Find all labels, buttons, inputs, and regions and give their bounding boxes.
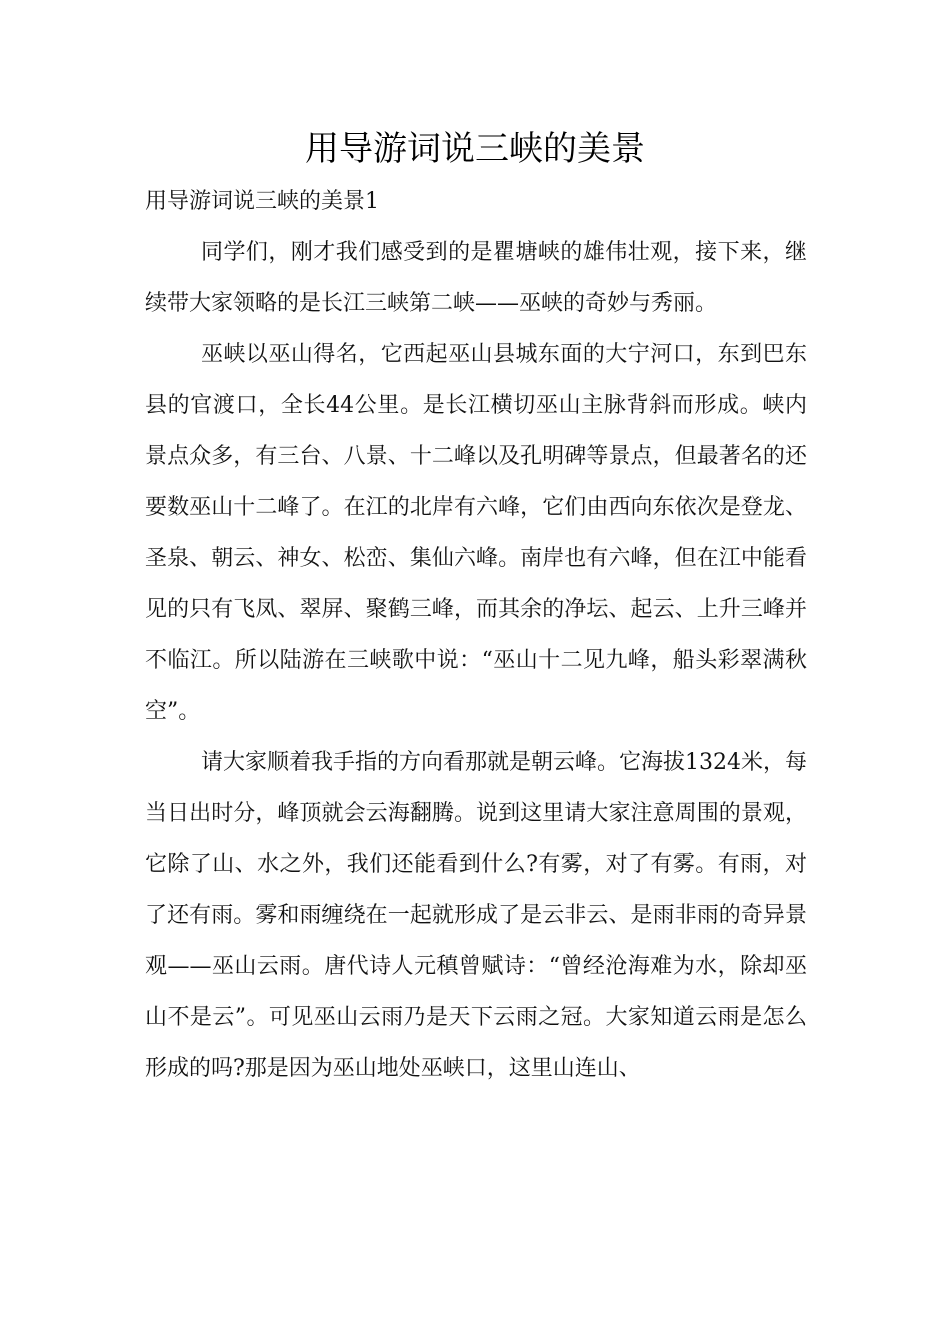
- paragraph-3: 请大家顺着我手指的方向看那就是朝云峰。它海拔1324米，每当日出时分，峰顶就会云海翻腾。说到这里请大家注意周围的景观，它除了山、水之外，我们还能看到什么?有雾，对了有雾。有雨，对了还有雨。雾和雨缠绕在一起就形成了是云非云、是雨非雨的奇异景观——巫山云雨。唐代诗人元稹曾赋诗：“曾经沧海难为水，除却巫山不是云”。可见巫山云雨乃是天下云雨之冠。大家知道云雨是怎么形成的吗?那是因为巫山地处巫峡口，这里山连山、: [145, 750, 807, 1081]
- section-heading: 用导游词说三峡的美景1: [145, 189, 379, 214]
- document-title: 用导游词说三峡的美景: [305, 129, 645, 169]
- paragraph-2: 巫峡以巫山得名，它西起巫山县城东面的大宁河口，东到巴东县的官渡口，全长44公里。是长江横切巫山主脉背斜而形成。峡内景点众多，有三台、八景、十二峰以及孔明碑等景点，但最著名的还要数巫山十二峰了。在江的北岸有六峰，它们由西向东依次是登龙、圣泉、朝云、神女、松峦、集仙六峰。南岸也有六峰，但在江中能看见的只有飞凤、翠屏、聚鹤三峰，而其余的净坛、起云、上升三峰并不临江。所以陆游在三峡歌中说：“巫山十二见九峰，船头彩翠满秋空”。: [145, 342, 807, 724]
- paragraph-1: 同学们，刚才我们感受到的是瞿塘峡的雄伟壮观，接下来，继续带大家领略的是长江三峡第二峡——巫峡的奇妙与秀丽。: [145, 240, 807, 316]
- document-body: [145, 176, 807, 1094]
